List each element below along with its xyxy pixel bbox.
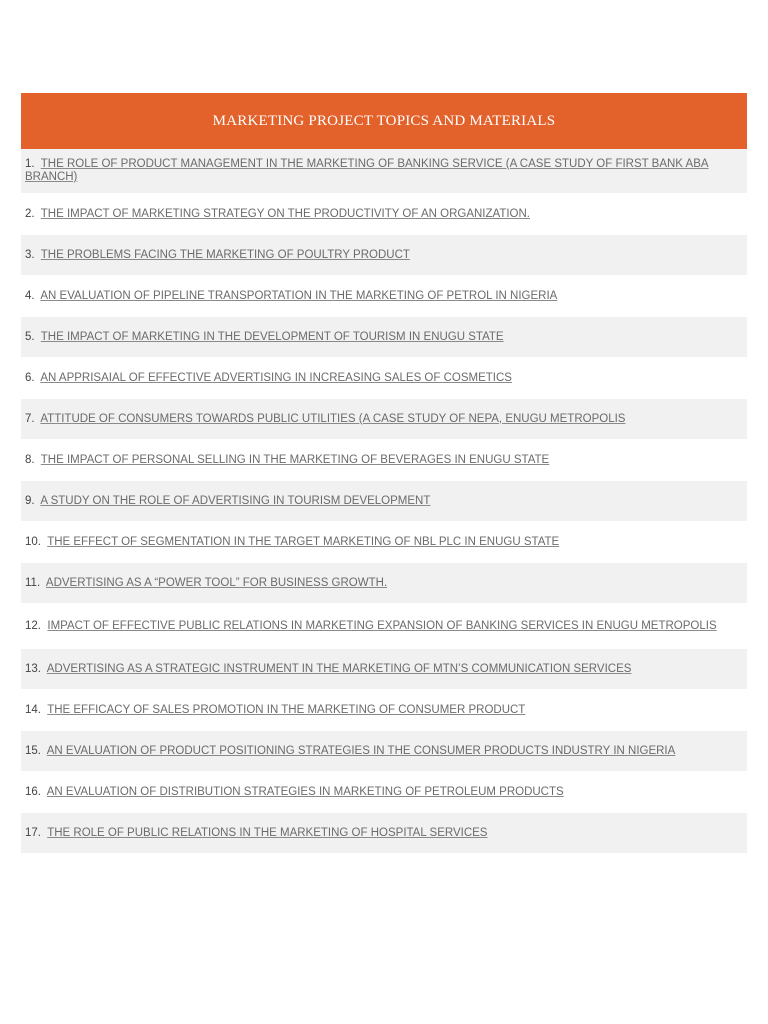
topic-number: 15. xyxy=(25,744,41,757)
topic-link[interactable]: THE EFFECT OF SEGMENTATION IN THE TARGET MARKETING OF NBL PLC IN ENUGU STATE xyxy=(47,535,560,548)
topic-number: 5. xyxy=(25,330,35,343)
topic-link[interactable]: THE ROLE OF PRODUCT MANAGEMENT IN THE MARKETING OF BANKING SERVICE (A CASE STUDY OF FIRST BANK ABA BRANCH) xyxy=(25,158,709,183)
topic-number: 16. xyxy=(25,785,41,798)
topic-number: 2. xyxy=(25,207,35,220)
topic-row-7 xyxy=(21,399,747,440)
topic-row-13 xyxy=(21,649,747,690)
topic-row-9 xyxy=(21,481,747,522)
table-header xyxy=(21,93,747,149)
topic-number: 3. xyxy=(25,248,35,261)
topic-number: 6. xyxy=(25,371,35,384)
topic-link[interactable]: THE PROBLEMS FACING THE MARKETING OF POULTRY PRODUCT xyxy=(40,248,410,261)
topic-number: 11. xyxy=(25,576,41,589)
topic-number: 4. xyxy=(25,289,35,302)
topic-row-3 xyxy=(21,235,747,276)
topic-link[interactable]: ADVERTISING AS A “POWER TOOL” FOR BUSINESS GROWTH. xyxy=(45,576,388,589)
topic-number: 10. xyxy=(25,535,41,548)
topic-link[interactable]: THE IMPACT OF PERSONAL SELLING IN THE MARKETING OF BEVERAGES IN ENUGU STATE xyxy=(40,453,550,466)
topic-row-10 xyxy=(21,522,747,563)
topic-number: 14. xyxy=(25,703,41,716)
topic-link[interactable]: THE EFFICACY OF SALES PROMOTION IN THE MARKETING OF CONSUMER PRODUCT xyxy=(47,703,526,716)
topic-row-8 xyxy=(21,440,747,481)
topic-row-15 xyxy=(21,731,747,772)
topic-link[interactable]: ATTITUDE OF CONSUMERS TOWARDS PUBLIC UTILITIES (A CASE STUDY OF NEPA, ENUGU METROPOLIS xyxy=(40,412,626,425)
topic-link[interactable]: AN APPRISAIAL OF EFFECTIVE ADVERTISING IN INCREASING SALES OF COSMETICS xyxy=(40,371,512,384)
topic-row-6 xyxy=(21,358,747,399)
topic-number: 17. xyxy=(25,826,41,839)
topic-row-2 xyxy=(21,194,747,235)
topic-link[interactable]: IMPACT OF EFFECTIVE PUBLIC RELATIONS IN MARKETING EXPANSION OF BANKING SERVICES IN ENUGU METROPOLIS xyxy=(47,619,717,632)
topic-link[interactable]: AN EVALUATION OF DISTRIBUTION STRATEGIES IN MARKETING OF PETROLEUM PRODUCTS xyxy=(46,785,564,798)
topic-link[interactable]: AN EVALUATION OF PIPELINE TRANSPORTATION IN THE MARKETING OF PETROL IN NIGERIA xyxy=(40,289,558,302)
topic-row-4 xyxy=(21,276,747,317)
topic-link[interactable]: AN EVALUATION OF PRODUCT POSITIONING STRATEGIES IN THE CONSUMER PRODUCTS INDUSTRY IN NIGERIA xyxy=(46,744,676,757)
topics-table xyxy=(21,93,747,854)
topic-link[interactable]: THE IMPACT OF MARKETING IN THE DEVELOPMENT OF TOURISM IN ENUGU STATE xyxy=(40,330,504,343)
topic-row-11 xyxy=(21,563,747,604)
topic-number: 7. xyxy=(25,412,35,425)
topic-row-17 xyxy=(21,813,747,854)
topic-number: 9. xyxy=(25,494,35,507)
topic-row-12 xyxy=(21,604,747,649)
topic-row-16 xyxy=(21,772,747,813)
topic-number: 13. xyxy=(25,662,41,675)
topic-row-14 xyxy=(21,690,747,731)
topic-number: 1. xyxy=(25,158,35,170)
table-title: MARKETING PROJECT TOPICS AND MATERIALS xyxy=(212,112,556,129)
topic-row-1 xyxy=(21,149,747,194)
topic-link[interactable]: ADVERTISING AS A STRATEGIC INSTRUMENT IN THE MARKETING OF MTN’S COMMUNICATION SERVICES xyxy=(46,662,632,675)
topic-number: 12. xyxy=(25,619,41,632)
topic-number: 8. xyxy=(25,453,35,466)
topic-link[interactable]: THE ROLE OF PUBLIC RELATIONS IN THE MARKETING OF HOSPITAL SERVICES xyxy=(47,826,488,839)
topic-row-5 xyxy=(21,317,747,358)
topic-link[interactable]: A STUDY ON THE ROLE OF ADVERTISING IN TOURISM DEVELOPMENT xyxy=(40,494,431,507)
topic-link[interactable]: THE IMPACT OF MARKETING STRATEGY ON THE PRODUCTIVITY OF AN ORGANIZATION. xyxy=(40,207,531,220)
